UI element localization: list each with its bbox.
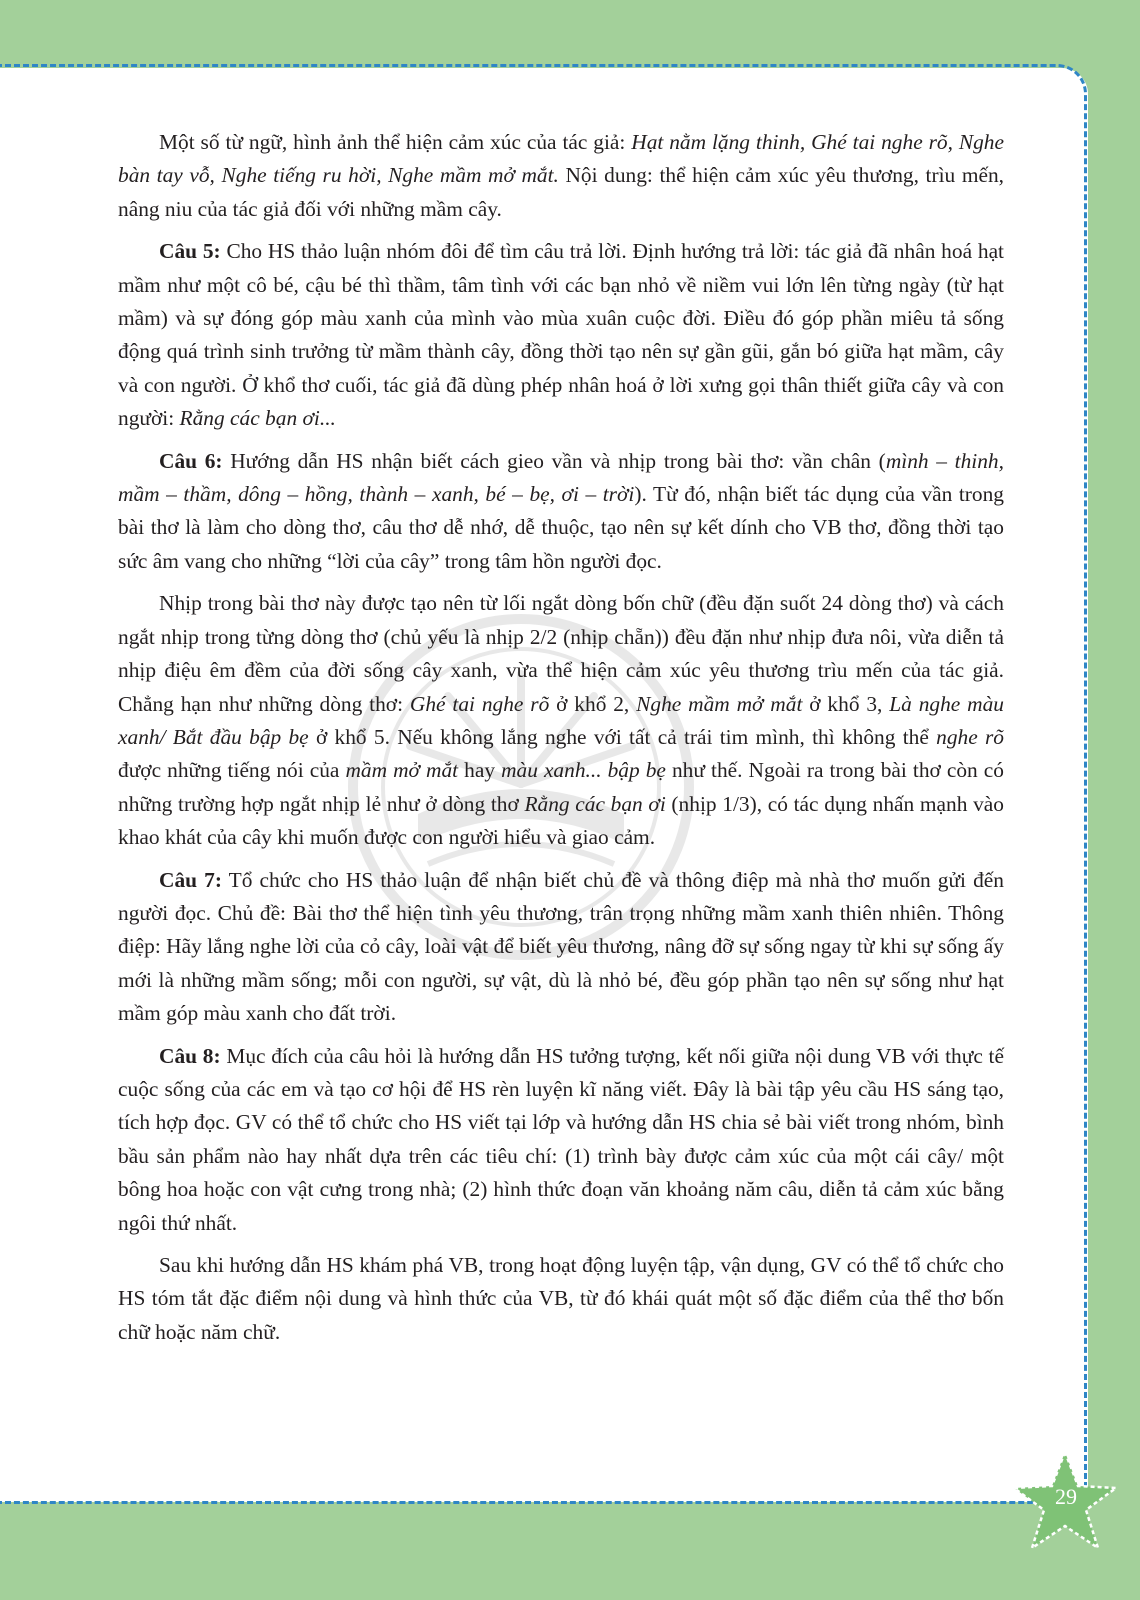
italic-quote: Hạt nằm lặng thinh, Ghé tai nghe rõ, Nghe bàn tay vỗ, Nghe tiếng ru hời, Nghe mầm mở mắt. [118,130,1004,188]
page-number: 29 [1055,1484,1077,1509]
text-run: ). Từ đó, nhận biết tác dụng của vần trong bài thơ là làm cho dòng thơ, câu thơ dễ nhớ, dễ thuộc, tạo nên sự kết dính cho VB thơ, đồng thời tạo sức âm vang cho những “lời của cây” trong tâm hồn người đọc. [118,482,1004,573]
text-run: hay [458,758,502,783]
question-label: Câu 7: [159,867,222,892]
paragraph [118,1249,1004,1349]
paragraph [118,445,1004,579]
text-run: Cho HS thảo luận nhóm đôi để tìm câu trả lời. Định hướng trả lời: tác giả đã nhân hoá hạt mầm như một cô bé, cậu bé thì thầm, tâm tình với các bạn nhỏ về niềm vui lớn lên từng ngày (từ hạt mầm) và sự đóng góp màu xanh của mình vào mùa xuân cuộc đời. Điều đó góp phần miêu tả sống động quá trình sinh trưởng từ mầm thành cây, đồng thời tạo nên sự gần gũi, gắn bó giữa hạt mầm, cây và con người. Ở khổ thơ cuối, tác giả đã dùng phép nhân hoá ở lời xưng gọi thân thiết giữa cây và con người: [118,239,1005,431]
text-run: Sau khi hướng dẫn HS khám phá VB, trong hoạt động luyện tập, vận dụng, GV có thể tổ chức cho HS tóm tắt đặc điểm nội dung và hình thức của VB, từ đó khái quát một số đặc điểm của thể thơ bốn chữ hoặc năm chữ. [118,1253,1004,1344]
italic-quote: Ghé tai nghe rõ [409,691,550,716]
italic-quote: Rằng các bạn ơi [524,791,666,816]
text-run: (nhịp 1/3), có tác dụng nhấn mạnh vào khao khát của cây khi muốn được con người hiểu và giao cảm. [118,791,1004,850]
text-run: được những tiếng nói của [118,758,346,783]
paragraph [118,1040,1004,1240]
question-label: Câu 8: [159,1043,221,1068]
italic-quote: mình – thinh, mầm – thầm, dông – hồng, thành – xanh, bé – bẹ, ơi – trời [118,448,1004,507]
paragraph [118,864,1004,1031]
text-run: ở khổ 5. Nếu không lắng nghe với tất cả trái tim mình, thì không thể [308,724,937,749]
italic-quote: Rằng các bạn ơi... [179,406,336,431]
italic-quote: Nghe mầm mở mắt [636,691,803,716]
italic-quote: màu xanh... bập bẹ [501,758,666,783]
text-run: ở khổ 2, [549,691,637,716]
paragraph [118,587,1004,854]
body-text [118,126,1004,1358]
text-run: Mục đích của câu hỏi là hướng dẫn HS tưởng tượng, kết nối giữa nội dung VB với thực tế cuộc sống của các em và tạo cơ hội để HS rèn luyện kĩ năng viết. Đây là bài tập yêu cầu HS sáng tạo, tích hợp đọc. GV có thể tổ chức cho HS viết tại lớp và hướng dẫn HS chia sẻ bài viết trong nhóm, bình bầu sản phẩm nào hay nhất dựa trên các tiêu chí: (1) trình bày được cảm xúc của một cái cây/ một bông hoa hoặc con vật cưng trong nhà; (2) hình thức đoạn văn khoảng năm câu, diễn tả cảm xúc bằng ngôi thứ nhất. [118,1043,1004,1235]
italic-quote: Là nghe màu xanh/ Bắt đầu bập bẹ [118,691,1004,749]
text-run: như thế. Ngoài ra trong bài thơ còn có những trường hợp ngắt nhịp lẻ như ở dòng thơ [118,758,1004,816]
question-label: Câu 5: [159,239,221,264]
paragraph [118,126,1004,226]
text-run: Tổ chức cho HS thảo luận để nhận biết chủ đề và thông điệp mà nhà thơ muốn gửi đến người đọc. Chủ đề: Bài thơ thể hiện tình yêu thương, trân trọng những mầm xanh thiên nhiên. Thông điệp: Hãy lắng nghe lời của cỏ cây, loài vật để biết yêu thương, nâng đỡ sự sống ngay từ khi sự sống ấy mới là những mầm sống; mỗi con người, sự vật, dù là nhỏ bé, đều góp phần tạo nên sự sống như hạt mầm góp màu xanh cho đất trời. [118,867,1004,1026]
italic-quote: nghe rõ [936,724,1004,749]
paragraph [118,235,1004,435]
text-run: Nội dung: thể hiện cảm xúc yêu thương, trìu mến, nâng niu của tác giả đối với những mầm cây. [118,163,1004,221]
text-run: ở khổ 3, [802,691,890,716]
text-run: Nhịp trong bài thơ này được tạo nên từ lối ngắt dòng bốn chữ (đều đặn suốt 24 dòng thơ) và cách ngắt nhịp trong từng dòng thơ (chủ yếu là nhịp 2/2 (nhịp chẵn)) đều đặn như nhịp đưa nôi, vừa diễn tả nhịp điệu êm đềm của đời sống cây xanh, vừa thể hiện cảm xúc yêu thương trìu mến của tác giả. Chẳng hạn như những dòng thơ: [118,591,1004,716]
italic-quote: mầm mở mắt [345,758,459,783]
text-run: Hướng dẫn HS nhận biết cách gieo vần và nhịp trong bài thơ: vần chân ( [222,448,886,473]
text-run: Một số từ ngữ, hình ảnh thể hiện cảm xúc của tác giả: [159,130,632,154]
question-label: Câu 6: [159,448,223,473]
